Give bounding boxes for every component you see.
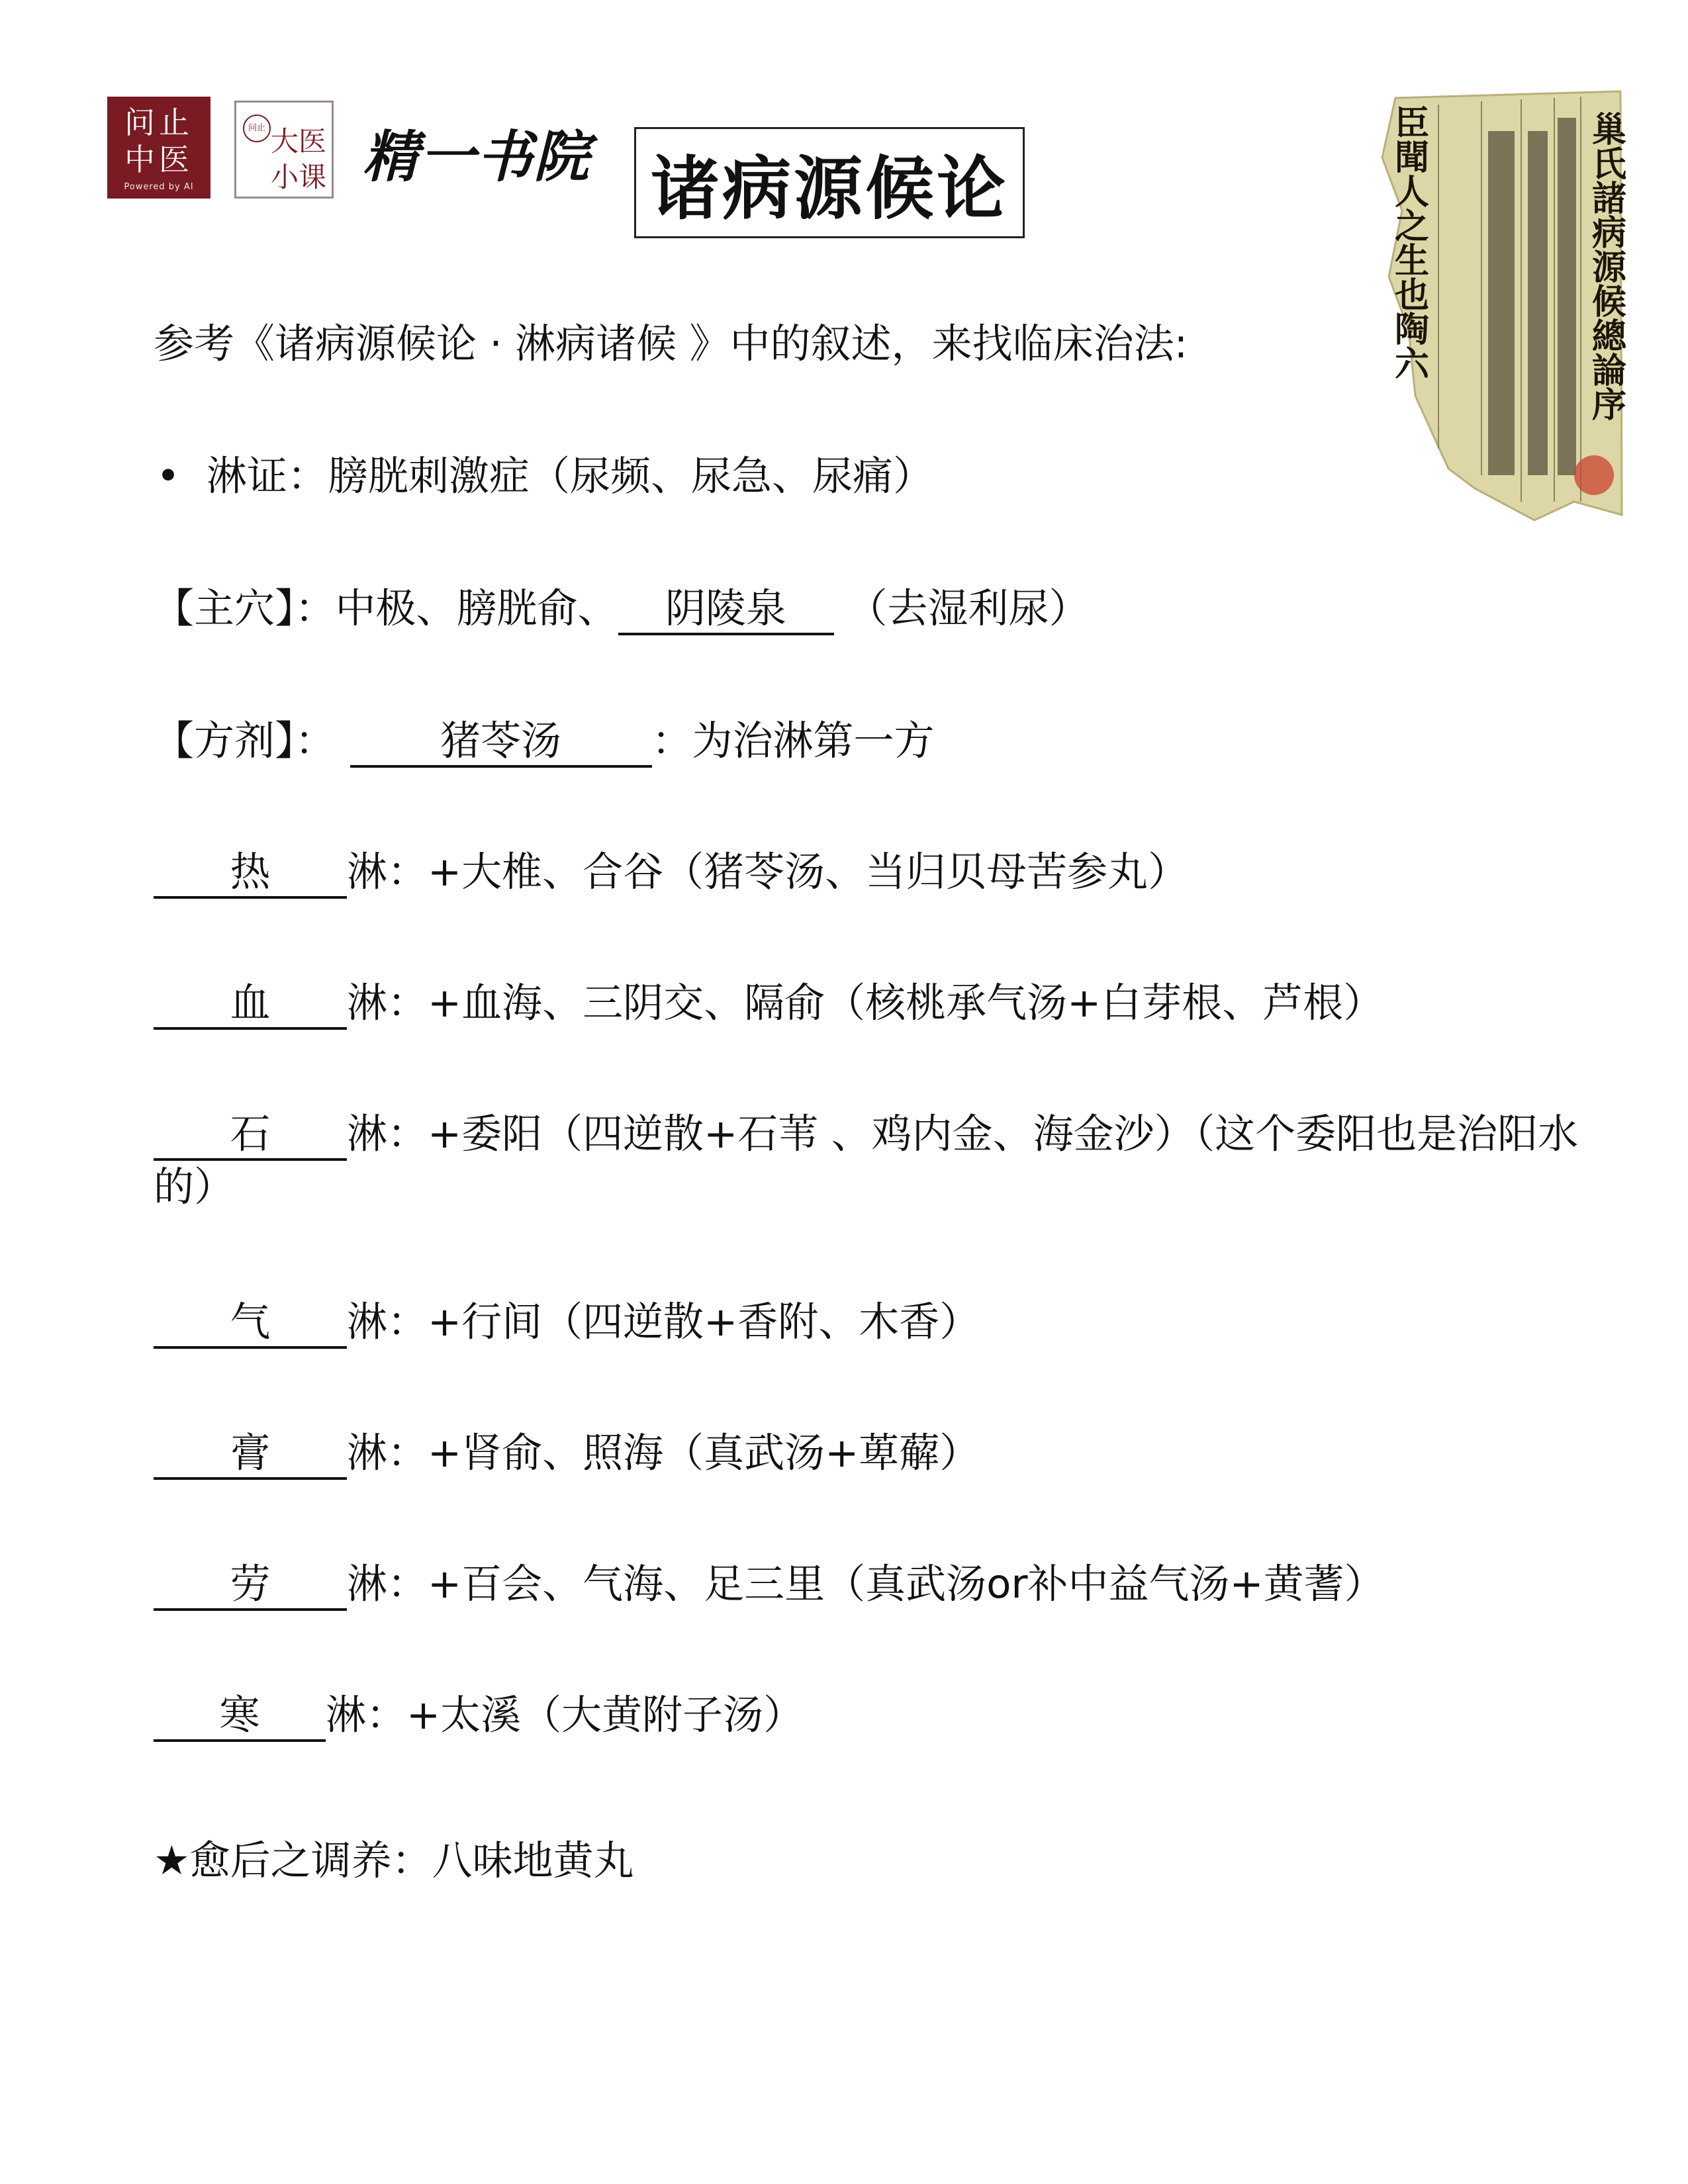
dayi-seal: 问止 bbox=[243, 114, 271, 142]
wenzhi-logo-tagline: Powered by AI bbox=[124, 181, 194, 192]
lin-type-blank: 石 bbox=[154, 1111, 347, 1161]
wenzhi-logo-line2: 中医 bbox=[124, 141, 193, 177]
lin-type-text: 淋：+太溪（大黄附子汤） bbox=[326, 1692, 804, 1739]
bullet-item bbox=[154, 450, 933, 503]
lin-type-blank: 气 bbox=[154, 1298, 347, 1349]
lin-type-blank: 膏 bbox=[154, 1430, 347, 1480]
lin-type-row bbox=[154, 1427, 980, 1480]
jingyi-academy-logo: 精一书院 bbox=[363, 124, 591, 189]
main-points-blank: 阴陵泉 bbox=[618, 585, 834, 635]
lin-type-row bbox=[154, 1108, 1636, 1214]
lin-type-row bbox=[154, 1689, 804, 1742]
ancient-book-image bbox=[1376, 78, 1627, 528]
lin-type-row bbox=[154, 1296, 980, 1349]
book-body-text: 臣聞人之生也陶六 bbox=[1388, 105, 1429, 380]
lin-type-text: 淋：+百会、气海、足三里（真武汤or补中益气汤+黄蓍） bbox=[347, 1561, 1385, 1608]
dayi-logo-line2: 小课 bbox=[271, 161, 327, 193]
lin-type-blank: 血 bbox=[154, 979, 347, 1030]
aftercare-note: ★愈后之调养：八味地黄丸 bbox=[154, 1837, 634, 1884]
lin-type-text: 淋：+委阳（四逆散+石苇 、鸡内金、海金沙）（这个委阳也是治阳水的） bbox=[154, 1111, 1579, 1210]
main-points-label: 【主穴】：中极、膀胱俞、 bbox=[154, 585, 618, 632]
bullet-text: 淋证：膀胱刺激症（尿频、尿急、尿痛） bbox=[206, 453, 933, 500]
lin-type-text: 淋：+肾俞、照海（真武汤+萆薢） bbox=[347, 1430, 980, 1477]
formula-line bbox=[154, 715, 935, 768]
main-points-line bbox=[154, 582, 1090, 635]
book-title-text: 巢氏諸病源候總論序 bbox=[1585, 111, 1626, 421]
formula-label: 【方剂】： bbox=[154, 717, 336, 764]
wenzhi-logo-line1: 问止 bbox=[124, 104, 193, 140]
lin-type-blank: 劳 bbox=[154, 1561, 347, 1611]
bullet-dot: • bbox=[156, 453, 180, 500]
page-title: 诸病源候论 bbox=[634, 127, 1025, 238]
dayi-xiaoke-logo bbox=[234, 101, 334, 199]
lin-type-text: 淋：+大椎、合谷（猪苓汤、当归贝母苦参丸） bbox=[347, 848, 1189, 895]
lin-type-row bbox=[154, 1558, 1385, 1611]
lin-type-blank: 热 bbox=[154, 848, 347, 899]
formula-blank: 猪苓汤 bbox=[350, 717, 652, 768]
lin-type-text: 淋：+血海、三阴交、隔俞（核桃承气汤+白芽根、芦根） bbox=[347, 979, 1384, 1026]
wenzhi-logo bbox=[107, 97, 211, 199]
lin-type-row bbox=[154, 846, 1188, 899]
dayi-logo-line1: 大医 bbox=[271, 125, 327, 158]
formula-note: ：为治淋第一方 bbox=[651, 717, 935, 764]
main-points-note: （去湿利尿） bbox=[847, 585, 1090, 632]
lin-type-blank: 寒 bbox=[154, 1692, 326, 1742]
lin-type-row bbox=[154, 977, 1383, 1030]
intro-text: 参考《诸病源候论 · 淋病诸候 》中的叙述，来找临床治法: bbox=[154, 320, 1188, 367]
lin-type-text: 淋：+行间（四逆散+香附、木香） bbox=[347, 1298, 980, 1345]
